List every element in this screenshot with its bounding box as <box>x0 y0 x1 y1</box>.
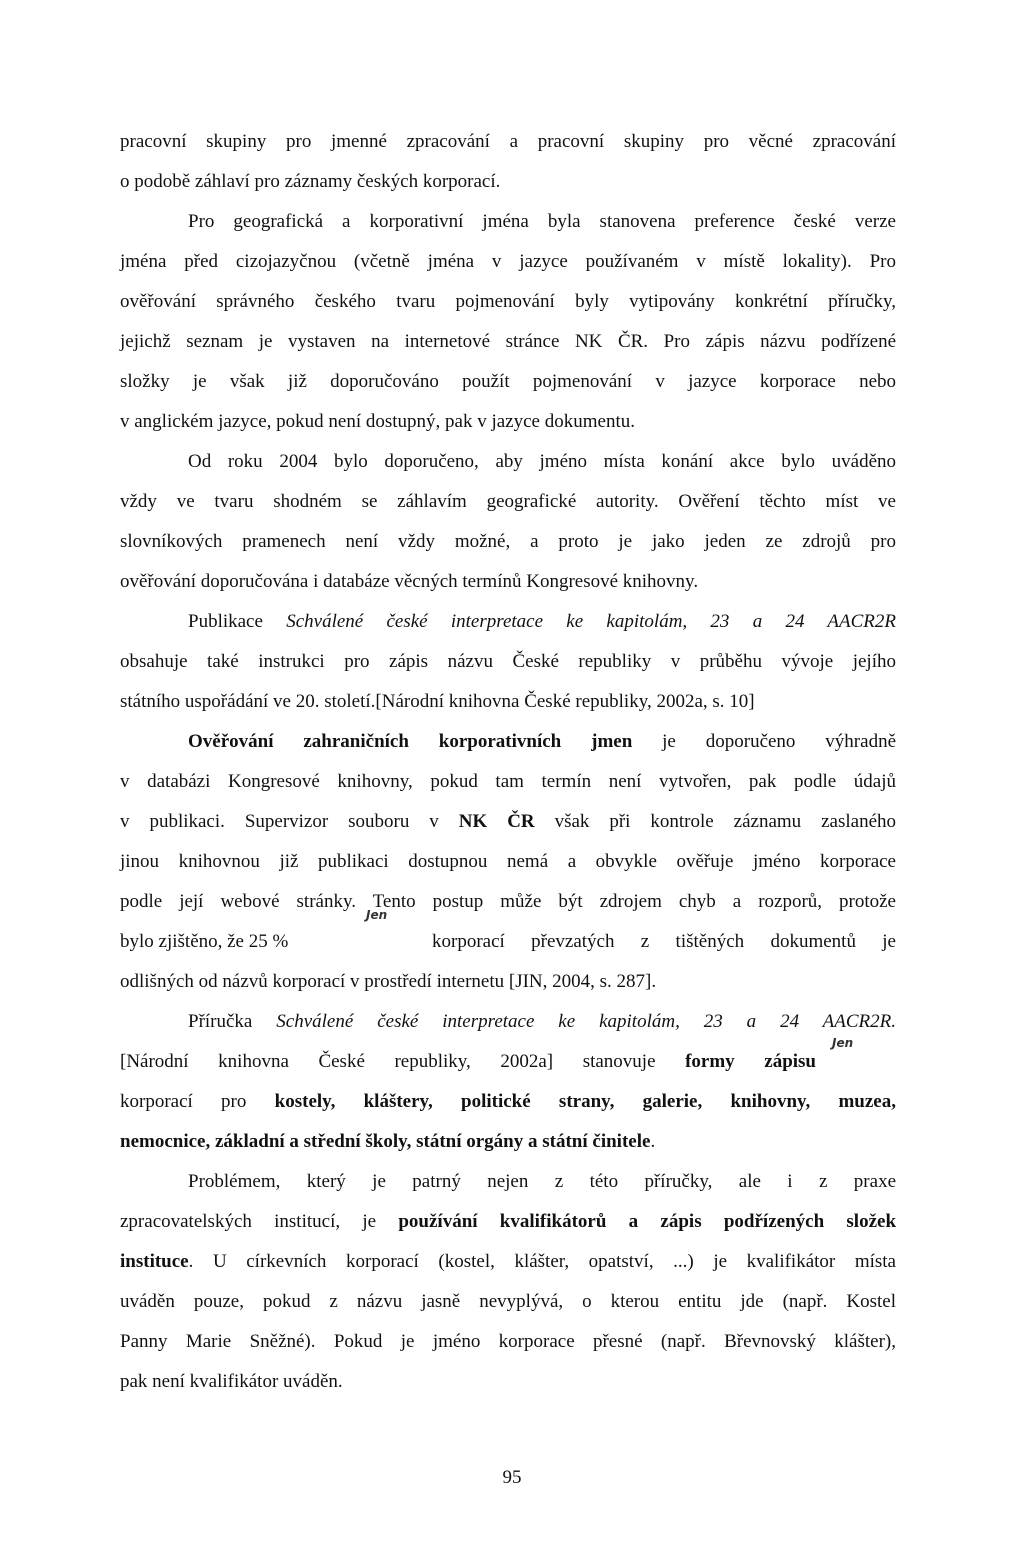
text-line: v publikaci. Supervizor souboru v NK ČR však při kontrole záznamu zaslaného <box>120 811 897 832</box>
text-line: uváděn pouze, pokud z názvu jasně nevyplývá, o kterou entitu jde (např. Kostel <box>120 1291 896 1312</box>
italic-title: Schválené české interpretace ke kapitolám, 23 a 24 AACR2R. <box>276 1011 896 1032</box>
text-line: jinou knihovnou již publikaci dostupnou nemá a obvykle ověřuje jméno korporace <box>120 851 896 872</box>
text-line: v anglickém jazyce, pokud není dostupný, pak v jazyce dokumentu. <box>120 411 635 432</box>
text-line: pak není kvalifikátor uváděn. <box>120 1371 343 1392</box>
text-line: Příručka Schválené české interpretace ke kapitolám, 23 a 24 AACR2R. <box>188 1011 896 1032</box>
text-line: [Národní knihovna České republiky, 2002a] stanovuje formy zápisu <box>120 1051 816 1072</box>
italic-title: Schválené české interpretace ke kapitolám, 23 a 24 AACR2R <box>286 611 896 632</box>
bold-phrase: nemocnice, základní a střední školy, státní orgány a státní činitele <box>120 1131 651 1152</box>
text-line: korporací pro kostely, kláštery, politické strany, galerie, knihovny, muzea, <box>120 1091 896 1112</box>
text-line: Od roku 2004 bylo doporučeno, aby jméno místa konání akce bylo uváděno <box>188 451 896 472</box>
text-line: jména před cizojazyčnou (včetně jména v jazyce používaném v místě lokality). Pro <box>120 251 896 272</box>
text-line: Problémem, který je patrný nejen z této příručky, ale i z praxe <box>188 1171 896 1192</box>
text-line: Panny Marie Sněžné). Pokud je jméno korporace přesné (např. Břevnovský klášter), <box>120 1331 896 1352</box>
bold-phrase: Ověřování zahraničních korporativních jmen <box>188 731 633 752</box>
handwritten-annotation: Jen <box>366 908 388 922</box>
text-line: jejichž seznam je vystaven na internetové stránce NK ČR. Pro zápis názvu podřízené <box>120 331 896 352</box>
text-line: Ověřování zahraničních korporativních jmen je doporučeno výhradně <box>188 731 896 752</box>
text-line: instituce. U církevních korporací (kostel, klášter, opatství, ...) je kvalifikátor místa <box>120 1251 896 1272</box>
text-line: pracovní skupiny pro jmenné zpracování a pracovní skupiny pro věcné zpracování <box>120 131 896 152</box>
text-line: složky je však již doporučováno použít pojmenování v jazyce korporace nebo <box>120 371 896 392</box>
text-line: odlišných od názvů korporací v prostředí internetu [JIN, 2004, s. 287]. <box>120 971 657 992</box>
bold-phrase: kostely, kláštery, politické strany, galerie, knihovny, muzea, <box>274 1091 896 1112</box>
text-line: zpracovatelských institucí, je používání kvalifikátorů a zápis podřízených složek <box>120 1211 897 1232</box>
text-line: ověřování správného českého tvaru pojmenování byly vytipovány konkrétní příručky, <box>120 291 896 312</box>
text-line: státního uspořádání ve 20. století.[Národní knihovna České republiky, 2002a, s. 10] <box>120 691 755 712</box>
bold-phrase: instituce <box>120 1251 189 1272</box>
bold-phrase: formy zápisu <box>685 1051 816 1072</box>
text-line: Publikace Schválené české interpretace ke kapitolám, 23 a 24 AACR2R <box>188 611 896 632</box>
handwritten-annotation: Jen <box>832 1036 854 1050</box>
text-line: obsahuje také instrukci pro zápis názvu České republiky v průběhu vývoje jejího <box>120 651 896 672</box>
text-line: podle její webové stránky. Tento postup může být zdrojem chyb a rozporů, protože <box>120 891 896 912</box>
text-line: vždy ve tvaru shodném se záhlavím geografické autority. Ověření těchto míst ve <box>120 491 896 512</box>
text-line: slovníkových pramenech není vždy možné, a proto je jako jeden ze zdrojů pro <box>120 531 896 552</box>
text-line: Pro geografická a korporativní jména byla stanovena preference české verze <box>188 211 896 232</box>
text-line: bylo zjištěno, že 25 % korporací převzatých z tištěných dokumentů je <box>120 931 896 952</box>
text-line: v databázi Kongresové knihovny, pokud tam termín není vytvořen, pak podle údajů <box>120 771 896 792</box>
page-number: 95 <box>502 1467 522 1488</box>
text-line: ověřování doporučována i databáze věcných termínů Kongresové knihovny. <box>120 571 699 592</box>
text-line: o podobě záhlaví pro záznamy českých korporací. <box>120 171 501 192</box>
bold-phrase: používání kvalifikátorů a zápis podřízených složek <box>398 1211 897 1232</box>
bold-phrase: NK ČR <box>458 811 535 832</box>
text-line: nemocnice, základní a střední školy, státní orgány a státní činitele. <box>120 1131 656 1152</box>
